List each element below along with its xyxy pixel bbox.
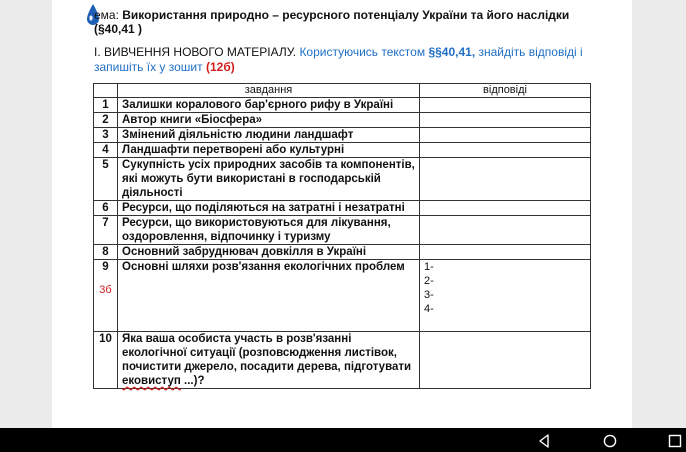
row-question: Основний забруднювач довкілля в Україні	[118, 245, 420, 260]
row-number: 8	[94, 245, 118, 260]
answer-line: 2-	[424, 275, 434, 287]
recents-icon[interactable]	[668, 434, 682, 448]
table-row	[94, 332, 591, 389]
table-row	[94, 158, 591, 201]
table-row	[94, 98, 591, 113]
row-question: Ресурси, що використовуються для лікування, оздоровлення, відпочинку і туризму	[118, 216, 420, 245]
table-row	[94, 260, 591, 332]
table-row	[94, 143, 591, 158]
table-header-row	[94, 84, 591, 98]
row-number: 2	[94, 113, 118, 128]
header-task: завдання	[118, 84, 420, 98]
table-row	[94, 245, 591, 260]
answer-line: 1-	[424, 261, 434, 273]
row-number: 7	[94, 216, 118, 245]
row-number: 3	[94, 128, 118, 143]
row-question: Залишки коралового бар'єрного рифу в Україні	[118, 98, 420, 113]
answer-cell[interactable]	[420, 332, 591, 389]
row-number: 6	[94, 201, 118, 216]
row-number: 10	[94, 332, 118, 389]
answer-cell[interactable]	[420, 245, 591, 260]
answer-line: 4-	[424, 303, 434, 315]
answer-cell[interactable]	[420, 143, 591, 158]
table-row	[94, 128, 591, 143]
answer-cell[interactable]	[420, 113, 591, 128]
row-number: 5	[94, 158, 118, 201]
header-answers: відповіді	[420, 84, 591, 98]
row-question: Сукупність усіх природних засобів та компонентів, які можуть бути використані в господарській діяльності	[118, 158, 420, 201]
answer-cell[interactable]	[420, 260, 591, 332]
row-question: Основні шляхи розв'язання екологічних проблем	[118, 260, 420, 332]
home-icon[interactable]	[603, 434, 617, 448]
row-question: Ресурси, що поділяються на затратні і незатратні	[118, 201, 420, 216]
row-question: Автор книги «Біосфера»	[118, 113, 420, 128]
row-number: 9 3б	[94, 260, 118, 332]
table-row	[94, 113, 591, 128]
table-row	[94, 216, 591, 245]
header-number	[94, 84, 118, 98]
row-question: Ландшафти перетворені або культурні	[118, 143, 420, 158]
table-row	[94, 201, 591, 216]
answer-cell[interactable]	[420, 201, 591, 216]
row-question: Змінений діяльністю людини ландшафт	[118, 128, 420, 143]
row-question: Яка ваша особиста участь в розв'язанні екологічної ситуації (розповсюдження листівок, почистити джерело, посадити дерева, підготувати ековиступ ...)?	[118, 332, 420, 389]
answer-cell[interactable]	[420, 158, 591, 201]
spellcheck-underlined-word: ековиступ	[122, 375, 181, 387]
row-score: 3б	[99, 284, 112, 296]
back-icon[interactable]	[537, 434, 551, 448]
answer-cell[interactable]	[420, 128, 591, 143]
row-number: 1	[94, 98, 118, 113]
answer-line: 3-	[424, 289, 434, 301]
android-navigation-bar	[0, 428, 686, 452]
task-instruction: І. ВИВЧЕННЯ НОВОГО МАТЕРІАЛУ. Користуючись текстом §§40,41, знайдіть відповіді і запишіть їх у зошит (12б)	[94, 45, 583, 74]
answer-cell[interactable]	[420, 98, 591, 113]
answer-cell[interactable]	[420, 216, 591, 245]
tasks-table	[93, 83, 591, 389]
page-title: ема: Використання природно – ресурсного потенціалу України та його наслідки (§40,41 )	[94, 8, 570, 36]
row-number: 4	[94, 143, 118, 158]
